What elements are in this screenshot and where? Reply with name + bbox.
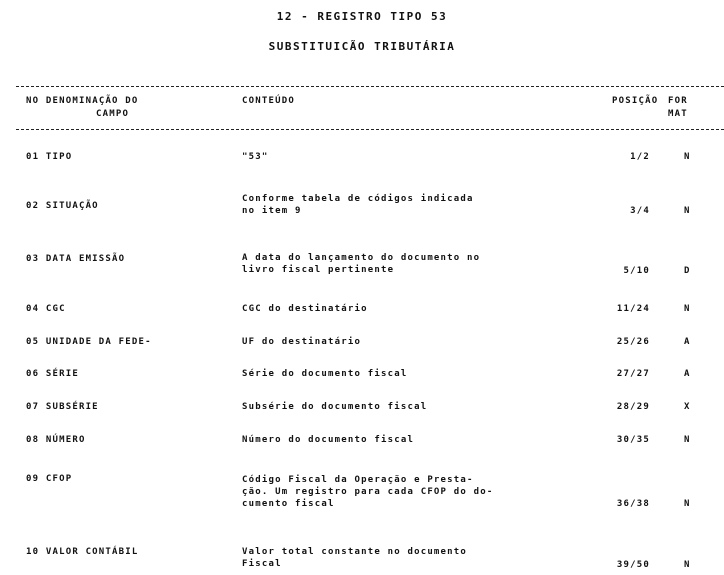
field-position: 25/26 xyxy=(616,337,650,347)
field-format: X xyxy=(684,402,691,412)
field-format: N xyxy=(684,152,691,162)
header-no: NO xyxy=(26,96,40,106)
field-position: 28/29 xyxy=(616,402,650,412)
header-format-line2: MAT xyxy=(668,109,688,119)
record-title: 12 - REGISTRO TIPO 53 xyxy=(276,10,448,23)
field-content: Valor total constante no documento Fiscal xyxy=(242,547,468,569)
field-name: 03 DATA EMISSÃO xyxy=(26,254,126,264)
field-position: 39/50 xyxy=(616,560,650,570)
field-position: 11/24 xyxy=(616,304,650,314)
field-format: N xyxy=(684,304,691,314)
field-content: Subsérie do documento fiscal xyxy=(242,402,428,412)
field-format: D xyxy=(684,266,691,276)
field-name: 02 SITUAÇÃO xyxy=(26,201,99,211)
field-name: 04 CGC xyxy=(26,304,66,314)
field-content: Série do documento fiscal xyxy=(242,369,408,379)
field-format: A xyxy=(684,337,691,347)
field-content: Número do documento fiscal xyxy=(242,435,415,445)
header-field-line2: CAMPO xyxy=(96,109,130,119)
record-subtitle: SUBSTITUICÃO TRIBUTÁRIA xyxy=(268,40,456,53)
header-field-name xyxy=(26,95,226,121)
field-content: UF do destinatário xyxy=(242,337,362,347)
field-position: 5/10 xyxy=(623,266,650,276)
field-format: N xyxy=(684,206,691,216)
field-name: 01 TIPO xyxy=(26,152,73,162)
field-position: 36/38 xyxy=(616,499,650,509)
field-format: A xyxy=(684,369,691,379)
field-content: Conforme tabela de códigos indicada no item 9 xyxy=(242,194,474,216)
field-name: 05 UNIDADE DA FEDE- xyxy=(26,337,152,347)
header-format-line1: FOR xyxy=(668,96,688,106)
field-position: 30/35 xyxy=(616,435,650,445)
field-content: CGC do destinatário xyxy=(242,304,368,314)
field-content: Código Fiscal da Operação e Presta- ção. Um registro para cada CFOP do do- cumento fiscal xyxy=(242,475,494,509)
field-content: A data do lançamento do documento no livro fiscal pertinente xyxy=(242,253,481,275)
field-name: 09 CFOP xyxy=(26,474,73,484)
field-format: N xyxy=(684,560,691,570)
field-name: 08 NÚMERO xyxy=(26,435,86,445)
header-bottom-rule xyxy=(16,129,724,131)
header-field-line1: DENOMINAÇÃO DO xyxy=(45,96,139,106)
header-top-rule xyxy=(16,86,724,88)
field-position: 3/4 xyxy=(630,206,650,216)
field-name: 07 SUBSÉRIE xyxy=(26,402,99,412)
field-name: 10 VALOR CONTÁBIL xyxy=(26,547,139,557)
header-content: CONTEÚDO xyxy=(242,96,295,106)
header-format xyxy=(668,95,724,121)
field-content: "53" xyxy=(242,152,269,162)
field-position: 27/27 xyxy=(616,369,650,379)
header-position: POSIÇÃO xyxy=(612,96,659,106)
field-format: N xyxy=(684,499,691,509)
field-name: 06 SÉRIE xyxy=(26,369,79,379)
field-position: 1/2 xyxy=(630,152,650,162)
field-format: N xyxy=(684,435,691,445)
